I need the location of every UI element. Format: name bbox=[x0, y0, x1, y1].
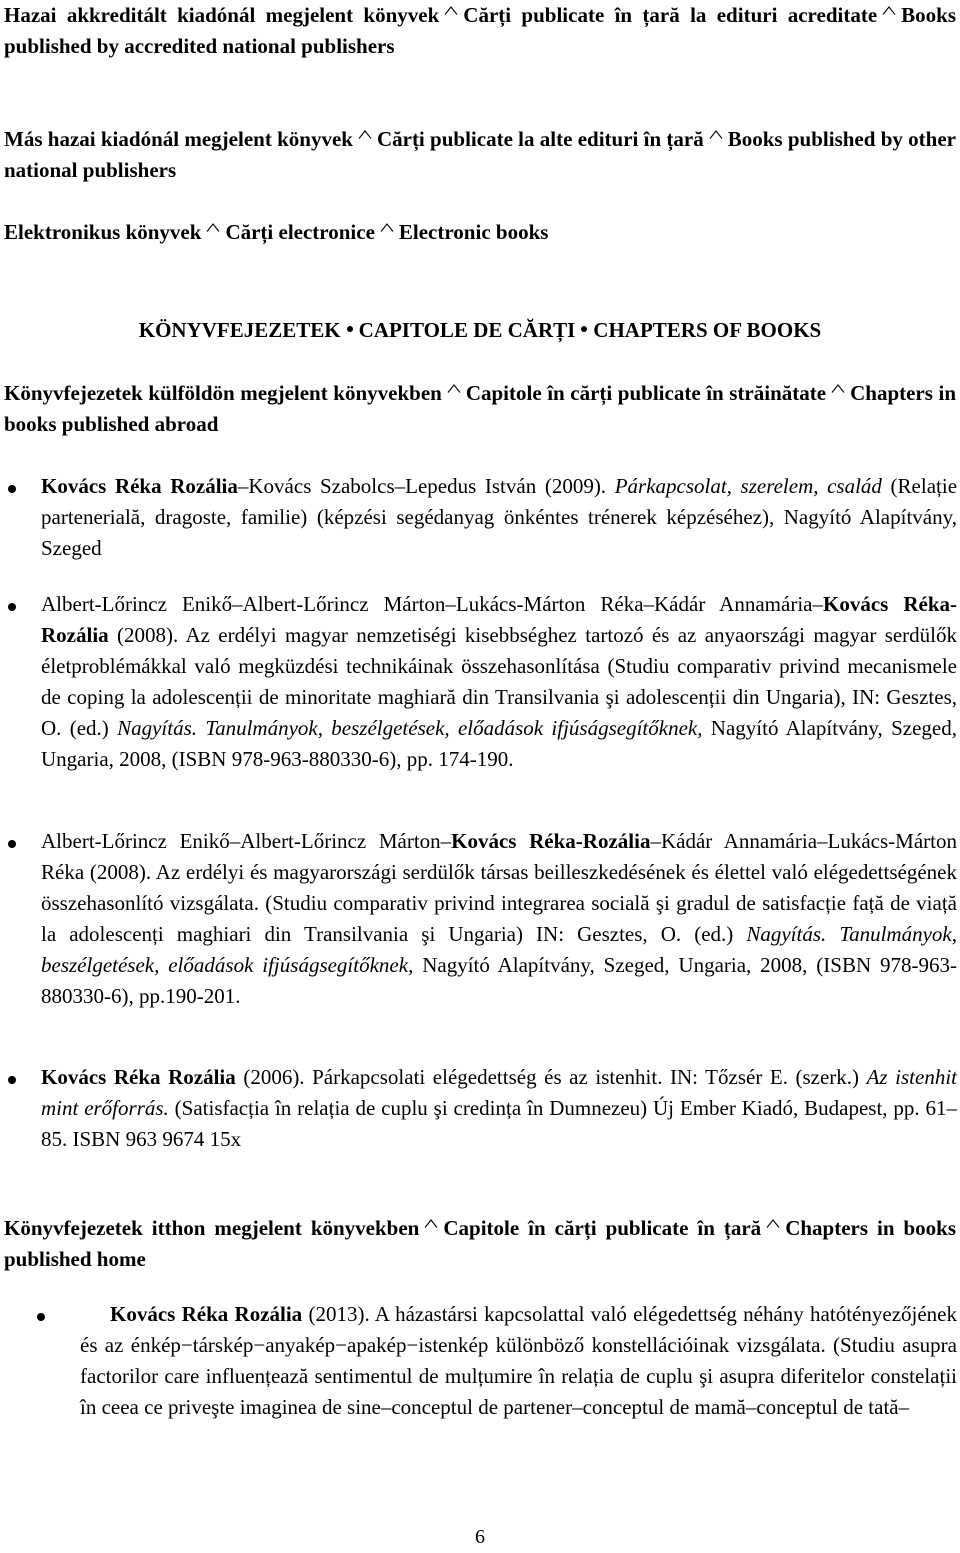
heading-ro: Capitole în cărți publicate în țară bbox=[443, 1216, 762, 1240]
section-heading-chapters-abroad bbox=[4, 378, 956, 440]
heading-ro: Cărți electronice bbox=[225, 220, 375, 244]
title-italic: Párkapcsolat, szerelem, család bbox=[614, 474, 882, 498]
heading-hu: KÖNYVFEJEZETEK bbox=[138, 318, 341, 342]
chapters-main-heading bbox=[0, 315, 960, 346]
list-bullet-icon bbox=[8, 485, 16, 493]
separator-icon bbox=[766, 1219, 780, 1228]
heading-hu: Hazai akkreditált kiadónál megjelent könyvek bbox=[4, 3, 440, 27]
separator-icon bbox=[444, 6, 458, 15]
list-item-abroad-1 bbox=[41, 471, 957, 564]
list-item-abroad-4 bbox=[41, 1062, 957, 1155]
item-text-rest: (Satisfacția în relația de cuplu şi credința în Dumnezeu) Új Ember Kiadó, Budapest, pp. 61–85. ISBN 963 9674 15x bbox=[41, 1096, 957, 1151]
item-text-rest: Nagyító Alapítvány, Szeged, Ungaria, 2008, (ISBN 978-963-880330-6), pp.190-201. bbox=[41, 953, 958, 1008]
heading-en: Chapters in books published abroad bbox=[4, 381, 956, 436]
year: (2008). bbox=[108, 623, 186, 647]
bullet-dot-icon bbox=[581, 326, 587, 332]
separator-icon bbox=[882, 6, 896, 15]
heading-ro: Cărți publicate în țară la edituri acreditate bbox=[463, 3, 878, 27]
author-bold: Kovács Réka-Rozália bbox=[451, 829, 651, 853]
section-heading-ebooks bbox=[4, 217, 956, 248]
heading-ro: Cărți publicate la alte edituri în țară bbox=[376, 127, 704, 151]
item-text: (2006). Párkapcsolati elégedettség és az istenhit. IN: Tőzsér E. (szerk.) bbox=[235, 1065, 867, 1089]
author-bold: Kovács Réka Rozália bbox=[41, 1065, 236, 1089]
item-text: Az erdélyi magyar nemzetiségi kisebbséghez tartozó és az anyaországi magyar serdülők életproblémákkal való megküzdési technikáinak összehasonlítása (Studiu comparativ privind mecanismele de coping la adolescenții de minoritate maghiară din Transilvania şi adolescenții din Ungaria), IN: Gesztes, O. (ed.) bbox=[41, 623, 958, 740]
heading-hu: Könyvfejezetek itthon megjelent könyvekben bbox=[4, 1216, 420, 1240]
heading-ro: Capitole în cărți publicate în străinătate bbox=[465, 381, 827, 405]
separator-icon bbox=[206, 223, 220, 232]
list-bullet-icon bbox=[8, 603, 16, 611]
item-text-rest: Nagyító Alapítvány, Szeged, Ungaria, 2008, (ISBN 978-963-880330-6), pp. 174-190. bbox=[41, 716, 958, 771]
item-text: (2013). A házastársi kapcsolattal való elégedettség néhány hatótényezőjének és az énkép−társkép−anyakép−apakép−istenkép különböző konstellációinak vizsgálata. (Studiu asupra factorilor care influențează sentimentul de mulțumire în relația de cuplu şi asupra diferitelor constelații în ceea ce priveşte imaginea de sine–conceptul de partener–conceptul de mamă–conceptul de tată– bbox=[80, 1302, 957, 1419]
item-text: Az erdélyi és magyarországi serdülők társas beilleszkedésének és élettel való elégedettségének összehasonlító vizsgálata. (Studiu comparativ privind integrarea socială şi gradul de satisfacție față de viață la adolescenți maghiari din Transilvania şi Ungaria) IN: Gesztes, O. (ed.) bbox=[41, 860, 957, 946]
list-item-home-1 bbox=[80, 1299, 957, 1423]
heading-en: Books published by other national publishers bbox=[4, 127, 956, 182]
authors: –Kovács Szabolcs–Lepedus István (2009). bbox=[237, 474, 615, 498]
title-italic: Nagyítás. Tanulmányok, beszélgetések, előadások ifjúságsegítőknek, bbox=[117, 716, 703, 740]
list-bullet-icon bbox=[8, 1076, 16, 1084]
title-italic: Nagyítás. Tanulmányok, beszélgetések, előadások ifjúságsegítőknek, bbox=[41, 922, 957, 977]
author-bold: Kovács Réka Rozália bbox=[110, 1302, 303, 1326]
heading-en: Electronic books bbox=[398, 220, 549, 244]
author-bold: Kovács Réka-Rozália bbox=[41, 592, 957, 647]
heading-hu: Más hazai kiadónál megjelent könyvek bbox=[4, 127, 353, 151]
list-item-abroad-3 bbox=[41, 826, 957, 1012]
list-bullet-icon bbox=[37, 1313, 45, 1321]
page-number: 6 bbox=[475, 1526, 485, 1548]
section-heading-chapters-home bbox=[4, 1213, 956, 1275]
heading-en: Books published by accredited national publishers bbox=[4, 3, 956, 58]
heading-ro: CAPITOLE DE CĂRȚI bbox=[358, 318, 576, 342]
separator-icon bbox=[424, 1219, 438, 1228]
bullet-dot-icon bbox=[347, 326, 353, 332]
heading-hu: Elektronikus könyvek bbox=[4, 220, 202, 244]
heading-en: CHAPTERS OF BOOKS bbox=[593, 318, 822, 342]
heading-en: Chapters in books published home bbox=[4, 1216, 956, 1271]
list-bullet-icon bbox=[8, 840, 16, 848]
item-text: (Relație partenerială, dragoste, familie) (képzési segédanyag önkéntes trénerek képzéséhez), Nagyító Alapítvány, Szeged bbox=[41, 474, 958, 560]
separator-icon bbox=[709, 130, 723, 139]
list-item-abroad-2 bbox=[41, 589, 957, 775]
title-italic: Az istenhit mint erőforrás. bbox=[41, 1065, 957, 1120]
section-heading-books-accredited bbox=[4, 0, 956, 62]
heading-hu: Könyvfejezetek külföldön megjelent könyvekben bbox=[4, 381, 442, 405]
separator-icon bbox=[358, 130, 372, 139]
author-bold: Kovács Réka Rozália bbox=[41, 474, 238, 498]
separator-icon bbox=[380, 223, 394, 232]
section-heading-books-other bbox=[4, 124, 956, 186]
separator-icon bbox=[831, 384, 845, 393]
authors: Albert-Lőrincz Enikő–Albert-Lőrincz Márton–Lukács-Márton Réka–Kádár Annamária– bbox=[41, 592, 823, 616]
authors-post: –Kádár Annamária–Lukács-Márton Réka (2008). bbox=[41, 829, 957, 884]
separator-icon bbox=[447, 384, 461, 393]
authors: Albert-Lőrincz Enikő–Albert-Lőrincz Márton– bbox=[41, 829, 452, 853]
